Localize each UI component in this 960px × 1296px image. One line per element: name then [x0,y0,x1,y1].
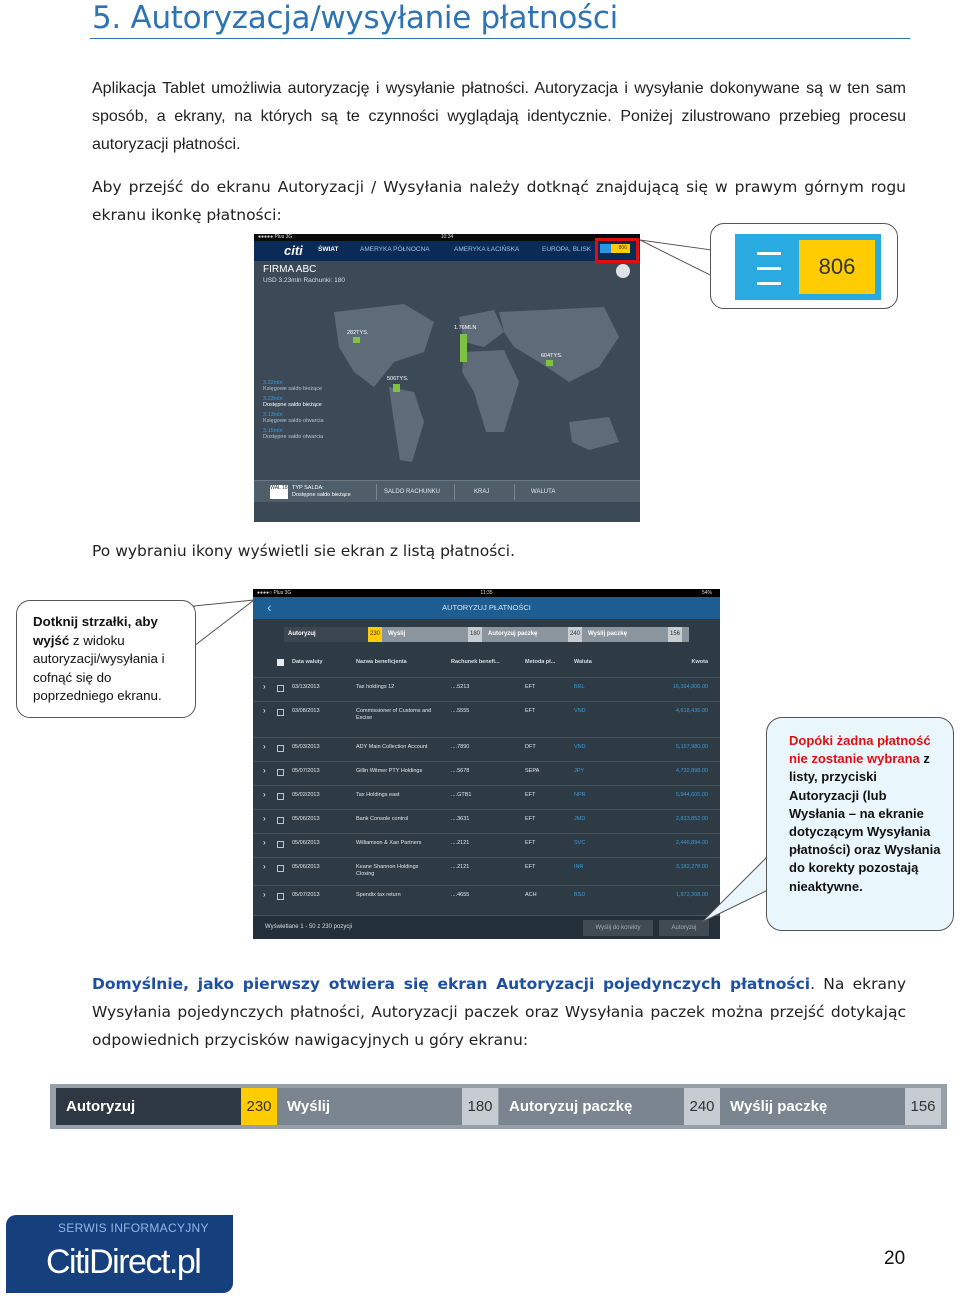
stat-label: Dostępne saldo otwarcia [263,434,324,440]
callout-red-text: Dopóki żadna płatność nie zostanie wybrana [789,733,931,767]
region-nav [254,241,640,261]
beneficiary-account: ....5213 [451,684,470,690]
tab-authorize-batch[interactable]: Autoryzuj paczkę [499,1088,684,1125]
row-checkbox[interactable] [277,817,284,824]
value-date: 03/13/2013 [292,684,320,690]
currency-code: VND [574,708,586,714]
map-label: 282TYS. [347,330,369,336]
balance-type[interactable] [292,485,351,499]
balance-type-label: TYP SALDA: [292,485,324,491]
payments-list-screenshot [253,589,720,939]
status-time: 11:35 [480,590,493,596]
company-summary: USD 3.23mln Rachunki: 180 [263,277,346,284]
inactive-buttons-callout [766,717,954,931]
amount: 2,446,894.00 [675,840,708,846]
tab-count: 230 [241,1088,277,1125]
status-bar [253,589,720,597]
column-header[interactable]: Kwota [691,659,708,665]
dashboard-screenshot [254,234,640,522]
currency-code: SVC [574,840,586,846]
expand-chevron-icon[interactable]: › [263,890,266,899]
map-bar [546,360,553,366]
stat-value: 3.23mln [263,396,283,402]
beneficiary-account: ....3631 [451,816,470,822]
beneficiary-account: ....GTB1 [451,792,472,798]
brand-name: CitiDirect.pl [46,1243,201,1281]
currency-badge: WAL 18 [270,485,288,499]
expand-chevron-icon[interactable]: › [263,814,266,823]
table-row[interactable] [253,857,720,881]
beneficiary-account: ....5678 [451,768,470,774]
tab-authorize-batch[interactable]: Autoryzuj paczkę [488,631,538,637]
column-header[interactable]: Metoda pł... [525,659,556,665]
payment-method: EFT [525,840,536,846]
expand-chevron-icon[interactable]: › [263,862,266,871]
tab-send[interactable]: Wyślij [388,631,406,637]
back-arrow-icon[interactable]: ‹ [267,599,272,615]
page-title: 5. Autoryzacja/wysyłanie płatności [92,0,618,36]
row-checkbox[interactable] [277,865,284,872]
back-arrow-callout [16,600,196,718]
value-date: 05/02/2013 [292,792,320,798]
table-row[interactable] [253,761,720,785]
tab-europe[interactable]: EUROPA, BLISK [542,246,592,253]
stat-value: 3.15mln [263,428,283,434]
authorize-button[interactable]: Autoryzuj [659,920,709,936]
paragraph-text: . Na ekrany Wysyłania pojedynczych płatności, Autoryzacji paczek oraz Wysyłania paczek można przejść dotykając odpowiednich przycisków nawigacyjnych u góry ekranu: [92,975,906,1049]
page-number: 20 [884,1248,906,1269]
stat-value: 3.22mln [263,380,283,386]
value-date: 05/06/2013 [292,840,320,846]
tab-count: 156 [905,1088,941,1125]
value-date: 05/06/2013 [292,816,320,822]
column-header[interactable]: Nazwa beneficjenta [356,659,407,665]
amount: 3,182,278.00 [675,864,708,870]
map-bar [393,384,400,392]
value-date: 05/07/2013 [292,768,320,774]
status-signal: ●●●●○ Plus 3G [257,590,292,596]
amount: 5,157,980.00 [675,744,708,750]
payment-type-tabs [284,627,689,642]
intro-paragraph: Aplikacja Tablet umożliwia autoryzację i wysyłanie płatności. Autoryzacja i wysyłanie dokonywane są w ten sam sposób, a ekrany, na których są te czynności wyglądają identycznie. Poniżej zilustrowano przebieg procesu autoryzacji płatności. [92,80,906,153]
dashboard-bottom-bar [254,480,640,502]
callout-text: z listy, przyciski Autoryzacji (lub Wysłania – na ekranie dotyczącym Wysyłania płatności) oraz Wysłania do korekty pozostają nieaktywne. [789,751,941,894]
beneficiary-name: Gillin Witmer PTY Holdings [356,768,423,774]
beneficiary-account: ....5555 [451,708,470,714]
beneficiary-name: Williamson & Xao Partners [356,840,422,846]
row-checkbox[interactable] [277,769,284,776]
beneficiary-name: Bank Console control [356,816,409,822]
payment-method: EFT [525,864,536,870]
menu-lines-icon [741,240,797,294]
balance-stats [263,376,333,440]
map-label: 604TYS. [541,353,563,359]
amount: 4,732,898.00 [675,768,708,774]
table-row[interactable] [253,809,720,833]
amount: 2,833,852.00 [675,816,708,822]
after-select-paragraph: Po wybraniu ikony wyświetli sie ekran z listą płatności. [92,542,516,560]
tab-account-balance[interactable]: SALDO RACHUNKU [384,489,441,495]
currency-code: VND [574,744,586,750]
row-checkbox[interactable] [277,793,284,800]
tab-count: 240 [684,1088,720,1125]
callout-pointer [640,236,720,286]
icon-zoom-callout [710,223,898,309]
highlight-frame [595,238,639,263]
tab-count: 240 [568,627,582,642]
column-header[interactable]: Waluta [574,659,592,665]
map-bar [460,334,467,362]
map-label: 1.76MLN [454,325,477,331]
row-checkbox[interactable] [277,745,284,752]
row-checkbox[interactable] [277,709,284,716]
instruction-paragraph: Aby przejść do ekranu Autoryzacji / Wysyłania należy dotknąć znajdującą się w prawym górnym rogu ekranu ikonkę płatności: [92,178,906,224]
table-row[interactable] [253,701,720,725]
beneficiary-name: Commissioner of Customs and Excise [356,708,432,721]
stat-value: 3.13mln [263,412,283,418]
expand-chevron-icon[interactable]: › [263,790,266,799]
value-date: 05/06/2013 [292,864,320,870]
screen-title: AUTORYZUJ PŁATNOŚCI [442,603,531,612]
divider [454,484,455,500]
amount: 5,944,605.00 [675,792,708,798]
status-signal: ●●●●● Plus 3G [258,234,293,240]
title-divider [90,38,910,39]
expand-chevron-icon[interactable]: › [263,766,266,775]
currency-code: NPR [574,792,586,798]
highlight-text: Domyślnie, jako pierwszy otwiera się ekran Autoryzacji pojedynczych płatności [92,975,811,993]
expand-chevron-icon[interactable]: › [263,838,266,847]
value-date: 03/08/2013 [292,708,320,714]
world-map [314,292,634,482]
beneficiary-account: ....2121 [451,864,470,870]
currency-code: JPY [574,768,585,774]
beneficiary-name: ADY Main Collection Account [356,744,428,750]
company-name: FIRMA ABC [263,264,317,275]
currency-code: BRL [574,684,585,690]
select-all-checkbox[interactable] [277,659,284,666]
currency-code: BSD [574,892,586,898]
send-to-correction-button[interactable]: Wyślij do korekty [583,920,653,936]
default-screen-paragraph [92,970,906,1054]
row-checkbox[interactable] [277,893,284,900]
row-checkbox[interactable] [277,685,284,692]
tab-count: 230 [368,627,382,642]
table-row[interactable] [253,785,720,809]
callout-bold-text: wyjść [33,632,70,648]
list-footer [253,915,720,939]
table-row[interactable] [253,737,720,761]
stat-label: Księgowe saldo bieżące [263,386,323,392]
table-row[interactable] [253,677,720,701]
tab-north-america[interactable]: AMERYKA PÓŁNOCNA [360,246,430,253]
tab-currency[interactable]: WALUTA [531,489,556,495]
expand-chevron-icon[interactable]: › [263,682,266,691]
column-header[interactable]: Data waluty [292,659,323,665]
stat-label: Księgowe saldo otwarcia [263,418,324,424]
beneficiary-name: Keane Shannon Holdings Closing [356,864,419,877]
column-header[interactable]: Rachunek benefi... [451,659,500,665]
payment-method: EFT [525,792,536,798]
tab-count: 156 [668,627,682,642]
table-row[interactable] [253,885,720,909]
tab-authorize[interactable]: Autoryzuj [284,627,368,642]
pagination-info: Wyświetlane 1 - 50 z 230 pozycji [265,924,352,930]
table-row[interactable] [253,833,720,857]
tab-authorize[interactable]: Autoryzuj [56,1088,241,1125]
chart-toggle-icon[interactable] [616,264,630,278]
payments-icon-enlarged [735,234,881,300]
battery-level: 54% [701,590,712,596]
amount: 16,394,806.00 [672,684,708,690]
amount: 1,872,308.00 [675,892,708,898]
payments-count: 806 [618,245,627,251]
citidirect-logo [6,1215,233,1293]
stat-label[interactable]: Dostępne saldo bieżące [263,402,322,408]
divider [376,484,377,500]
payment-method: ACH [525,892,537,898]
beneficiary-name: Tax Holdings east [356,792,400,798]
beneficiary-account: ....2121 [451,840,470,846]
service-label: SERWIS INFORMACYJNY [58,1221,209,1235]
payment-method: DFT [525,744,536,750]
callout-bold-text: Dotknij strzałki, aby [33,614,158,629]
callout-text: z widoku autoryzacji/wysyłania i cofnąć się do poprzedniego ekranu. [33,632,165,703]
screen-header [253,597,720,619]
tab-count: 180 [468,627,482,642]
table-header [253,659,720,671]
currency-code: INR [574,864,584,870]
citi-logo: citi [284,243,303,258]
tab-count: 180 [462,1088,498,1125]
expand-chevron-icon[interactable]: › [263,706,266,715]
payment-method: EFT [525,708,536,714]
amount: 4,618,435.00 [675,708,708,714]
expand-chevron-icon[interactable]: › [263,742,266,751]
navigation-tab-bar [50,1084,947,1129]
balance-type-value: Dostępne saldo bieżące [292,492,351,498]
value-date: 05/07/2013 [292,892,320,898]
beneficiary-account: ....4655 [451,892,470,898]
payment-method: EFT [525,684,536,690]
currency-code: JMD [574,816,586,822]
status-bar [254,234,640,241]
tab-send-batch[interactable]: Wyślij paczkę [720,1088,905,1125]
row-checkbox[interactable] [277,841,284,848]
tab-country[interactable]: KRAJ [474,489,490,495]
beneficiary-name: Spendix tax return [356,892,401,898]
map-bar [353,337,360,343]
value-date: 05/03/2013 [292,744,320,750]
divider [514,484,515,500]
beneficiary-name: Tax holdings 12 [356,684,395,690]
map-label: 506TYS. [387,376,409,382]
tab-latin-america[interactable]: AMERYKA ŁACIŃSKA [454,246,520,253]
payment-method: EFT [525,816,536,822]
payment-method: SEPA [525,768,540,774]
status-time: 10:34 [440,234,454,240]
payments-count-enlarged: 806 [799,240,875,294]
beneficiary-account: ....7890 [451,744,470,750]
tab-send[interactable]: Wyślij [277,1088,462,1125]
tab-world[interactable]: ŚWIAT [318,246,339,253]
tab-send-batch[interactable]: Wyślij paczkę [588,631,627,637]
